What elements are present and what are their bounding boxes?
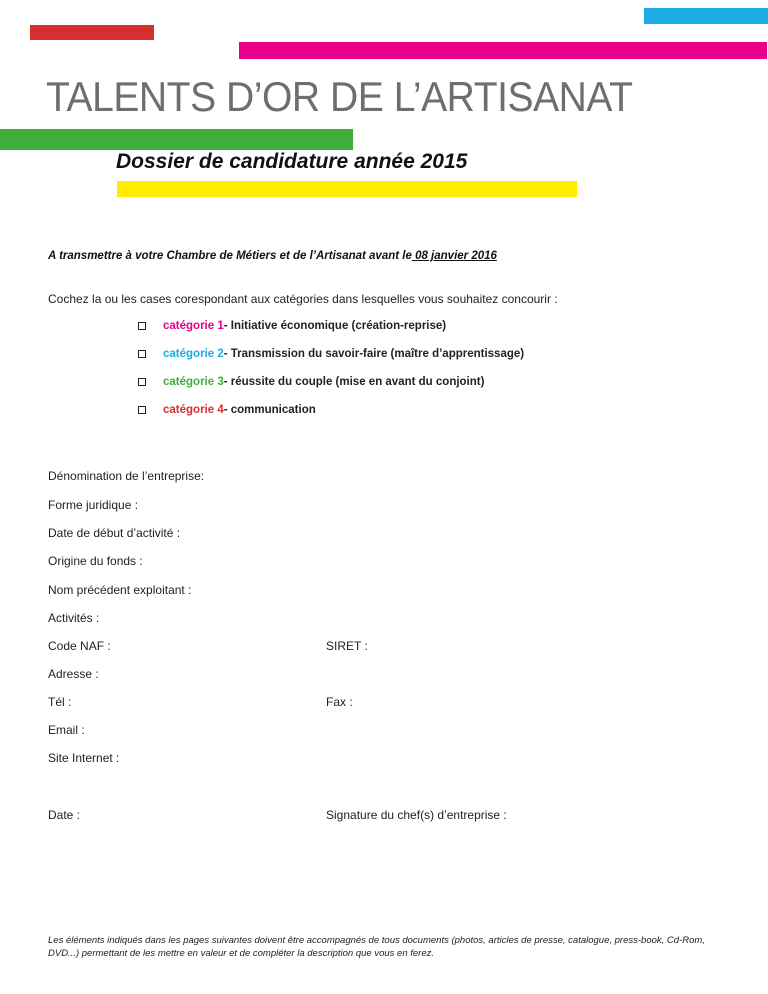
deadline-date: 08 janvier 2016 (411, 250, 497, 262)
green-bar (0, 129, 353, 150)
field-siret: SIRET : (326, 639, 368, 653)
category-option-2[interactable] (138, 348, 524, 360)
field-adresse: Adresse : (48, 667, 99, 681)
field-tel: Tél : (48, 695, 72, 709)
category-name: catégorie 4 (163, 404, 224, 416)
category-name: catégorie 2 (163, 348, 224, 360)
footnote: Les éléments indiqués dans les pages suivantes doivent être accompagnés de tous documents (photos, articles de presse, catalogue, press-book, Cd-Rom, DVD...) permettant de les mettre en valeur et de compléter la description que vous en ferez. (48, 935, 705, 959)
field-fax: Fax : (326, 695, 353, 709)
field-forme-juridique: Forme juridique : (48, 498, 139, 512)
field-denomination: Dénomination de l’entreprise: (48, 469, 205, 483)
checkbox-icon[interactable] (138, 378, 146, 386)
category-description: - réussite du couple (mise en avant du conjoint) (223, 376, 485, 388)
checkbox-icon[interactable] (138, 406, 146, 414)
yellow-bar (117, 181, 577, 197)
field-activites: Activités : (48, 611, 100, 625)
category-name: catégorie 3 (163, 376, 224, 388)
field-email: Email : (48, 723, 85, 737)
category-description: - communication (223, 404, 316, 416)
category-name: catégorie 1 (163, 320, 224, 332)
page-title: TALENTS D’OR DE L’ARTISANAT (46, 73, 633, 120)
category-option-3[interactable] (138, 376, 484, 388)
checkbox-icon[interactable] (138, 322, 146, 330)
field-precedent-exploitant: Nom précédent exploitant : (48, 583, 192, 597)
magenta-bar (239, 42, 767, 59)
deadline-text: A transmettre à votre Chambre de Métiers et de l’Artisanat avant le (48, 250, 412, 262)
field-date-debut: Date de début d’activité : (48, 526, 181, 540)
page-subtitle: Dossier de candidature année 2015 (116, 150, 468, 173)
category-description: - Transmission du savoir-faire (maître d’apprentissage) (223, 348, 525, 360)
category-option-4[interactable] (138, 404, 316, 416)
checkbox-icon[interactable] (138, 350, 146, 358)
field-date: Date : (48, 808, 81, 822)
cyan-bar (644, 8, 768, 24)
deadline-notice (48, 250, 497, 262)
field-code-naf: Code NAF : (48, 639, 111, 653)
red-bar (30, 25, 154, 40)
field-signature: Signature du chef(s) d’entreprise : (326, 808, 507, 822)
field-origine-fonds: Origine du fonds : (48, 554, 143, 568)
category-option-1[interactable] (138, 320, 446, 332)
field-site-internet: Site Internet : (48, 751, 120, 765)
instructions-text: Cochez la ou les cases corespondant aux catégories dans lesquelles vous souhaitez concourir : (48, 292, 558, 306)
category-description: - Initiative économique (création-reprise) (223, 320, 447, 332)
